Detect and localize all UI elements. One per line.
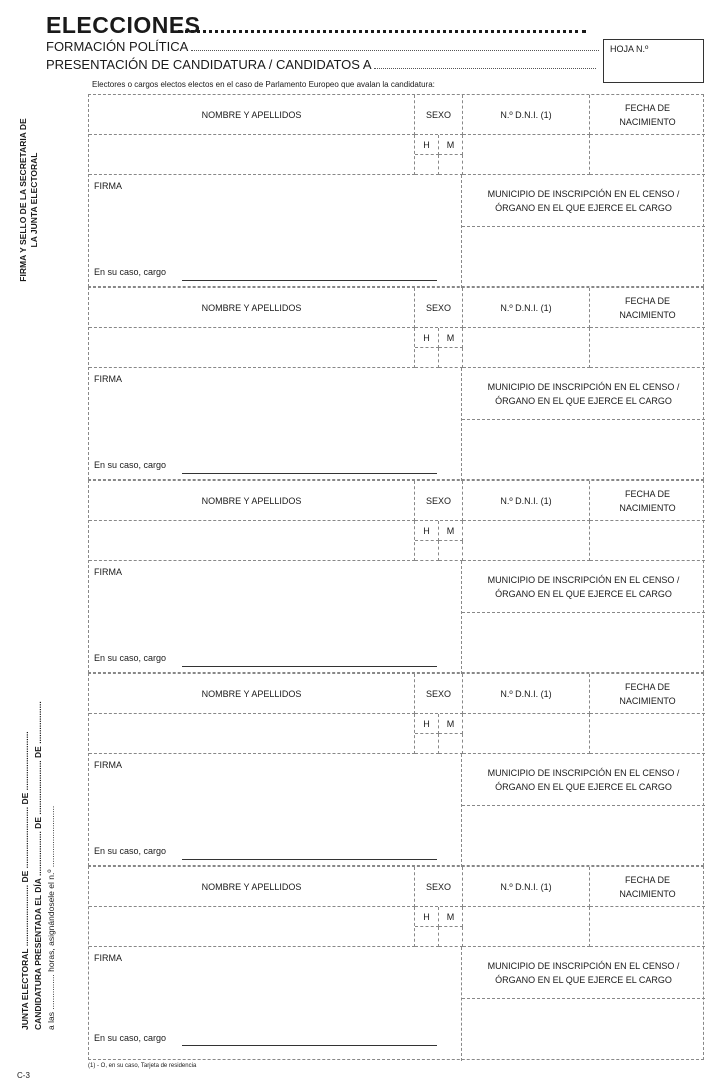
nombre-header: NOMBRE Y APELLIDOS: [89, 95, 415, 135]
sexo-m-box[interactable]: [439, 348, 463, 368]
sexo-m-box[interactable]: [439, 734, 463, 754]
presentacion-field[interactable]: [374, 68, 596, 69]
form-code: C-3: [17, 1071, 30, 1080]
sexo-m-box[interactable]: [439, 541, 463, 561]
municipio-field[interactable]: [462, 613, 705, 674]
horas-line: a las ............... horas, asignándosele el n.º ..........................: [46, 805, 56, 1030]
sexo-m-box[interactable]: [439, 155, 463, 175]
sexo-m-box[interactable]: [439, 927, 463, 947]
municipio-header: MUNICIPIO DE INSCRIPCIÓN EN EL CENSO / ÓRGANO EN EL QUE EJERCE EL CARGO: [462, 368, 705, 420]
formacion-politica-row: [46, 39, 599, 54]
nombre-field[interactable]: [89, 135, 415, 175]
municipio-header: MUNICIPIO DE INSCRIPCIÓN EN EL CENSO / ÓRGANO EN EL QUE EJERCE EL CARGO: [462, 947, 705, 999]
sexo-m-label: M: [439, 714, 463, 734]
hoja-number-box[interactable]: [603, 39, 704, 83]
dni-field[interactable]: [463, 907, 590, 947]
nombre-field[interactable]: [89, 328, 415, 368]
candidate-block: [88, 673, 704, 866]
sexo-h-box[interactable]: [415, 734, 439, 754]
cargo-label: En su caso, cargo: [94, 267, 167, 277]
fecha-nacimiento-header: FECHA DE NACIMIENTO: [590, 867, 705, 907]
cargo-label: En su caso, cargo: [94, 1033, 167, 1043]
dni-header: N.º D.N.I. (1): [463, 674, 590, 714]
sexo-header: SEXO: [415, 674, 463, 714]
nombre-header: NOMBRE Y APELLIDOS: [89, 288, 415, 328]
fecha-nacimiento-header: FECHA DE NACIMIENTO: [590, 674, 705, 714]
sexo-m-label: M: [439, 135, 463, 155]
firma-sello-line-1: FIRMA Y SELLO DE LA SECRETARIA DE: [18, 118, 28, 282]
candidate-block: [88, 866, 704, 1060]
candidate-block: [88, 287, 704, 480]
cargo-line[interactable]: [182, 1045, 437, 1046]
nombre-header: NOMBRE Y APELLIDOS: [89, 867, 415, 907]
municipio-field[interactable]: [462, 420, 705, 481]
sexo-m-label: M: [439, 328, 463, 348]
cargo-line[interactable]: [182, 666, 437, 667]
municipio-field[interactable]: [462, 999, 705, 1060]
hoja-label: HOJA N.º: [610, 44, 649, 54]
firma-area[interactable]: [89, 947, 462, 1061]
avalan-note: Electores o cargos electos electos en el caso de Parlamento Europeo que avalan la candidatura:: [92, 80, 435, 89]
sexo-header: SEXO: [415, 95, 463, 135]
footnote: (1) - O, en su caso, Tarjeta de residencia: [88, 1063, 197, 1069]
cargo-label: En su caso, cargo: [94, 846, 167, 856]
fecha-nacimiento-header: FECHA DE NACIMIENTO: [590, 95, 705, 135]
dni-header: N.º D.N.I. (1): [463, 481, 590, 521]
sexo-header: SEXO: [415, 867, 463, 907]
firma-label: FIRMA: [94, 567, 122, 577]
dni-header: N.º D.N.I. (1): [463, 288, 590, 328]
sexo-h-box[interactable]: [415, 541, 439, 561]
firma-label: FIRMA: [94, 953, 122, 963]
firma-label: FIRMA: [94, 181, 122, 191]
firma-label: FIRMA: [94, 374, 122, 384]
cargo-label: En su caso, cargo: [94, 653, 167, 663]
dni-header: N.º D.N.I. (1): [463, 867, 590, 907]
municipio-field[interactable]: [462, 227, 705, 288]
sexo-h-label: H: [415, 714, 439, 734]
candidate-block: [88, 480, 704, 673]
form-title: ELECCIONES: [46, 12, 201, 38]
title-dotted-line: [178, 30, 586, 33]
fecha-nacimiento-field[interactable]: [590, 907, 705, 947]
candidatura-presentada-line: CANDIDATURA PRESENTADA EL DÍA ................... DE ....................... DE ..................: [33, 701, 43, 1030]
dni-field[interactable]: [463, 328, 590, 368]
sexo-m-label: M: [439, 521, 463, 541]
candidate-block: [88, 94, 704, 287]
municipio-header: MUNICIPIO DE INSCRIPCIÓN EN EL CENSO / ÓRGANO EN EL QUE EJERCE EL CARGO: [462, 754, 705, 806]
cargo-label: En su caso, cargo: [94, 460, 167, 470]
nombre-field[interactable]: [89, 521, 415, 561]
nombre-header: NOMBRE Y APELLIDOS: [89, 674, 415, 714]
firma-sello-line-2: LA JUNTA ELECTORAL: [29, 152, 39, 248]
junta-registro-text: [19, 650, 58, 1030]
dni-header: N.º D.N.I. (1): [463, 95, 590, 135]
sexo-h-box[interactable]: [415, 927, 439, 947]
sexo-h-box[interactable]: [415, 348, 439, 368]
fecha-nacimiento-field[interactable]: [590, 328, 705, 368]
fecha-nacimiento-header: FECHA DE NACIMIENTO: [590, 481, 705, 521]
sexo-header: SEXO: [415, 288, 463, 328]
sexo-header: SEXO: [415, 481, 463, 521]
sexo-h-label: H: [415, 328, 439, 348]
nombre-header: NOMBRE Y APELLIDOS: [89, 481, 415, 521]
dni-field[interactable]: [463, 714, 590, 754]
formacion-politica-label: FORMACIÓN POLÍTICA: [46, 39, 188, 54]
firma-sello-text: [18, 100, 40, 300]
municipio-header: MUNICIPIO DE INSCRIPCIÓN EN EL CENSO / ÓRGANO EN EL QUE EJERCE EL CARGO: [462, 561, 705, 613]
sexo-m-label: M: [439, 907, 463, 927]
cargo-line[interactable]: [182, 280, 437, 281]
cargo-line[interactable]: [182, 859, 437, 860]
formacion-politica-field[interactable]: [191, 50, 599, 51]
nombre-field[interactable]: [89, 714, 415, 754]
presentacion-row: [46, 57, 596, 72]
nombre-field[interactable]: [89, 907, 415, 947]
presentacion-label: PRESENTACIÓN DE CANDIDATURA / CANDIDATOS A: [46, 57, 371, 72]
sexo-h-label: H: [415, 135, 439, 155]
municipio-header: MUNICIPIO DE INSCRIPCIÓN EN EL CENSO / ÓRGANO EN EL QUE EJERCE EL CARGO: [462, 175, 705, 227]
cargo-line[interactable]: [182, 473, 437, 474]
fecha-nacimiento-field[interactable]: [590, 135, 705, 175]
fecha-nacimiento-field[interactable]: [590, 521, 705, 561]
sexo-h-label: H: [415, 907, 439, 927]
municipio-field[interactable]: [462, 806, 705, 867]
dni-field[interactable]: [463, 135, 590, 175]
dni-field[interactable]: [463, 521, 590, 561]
sexo-h-label: H: [415, 521, 439, 541]
fecha-nacimiento-field[interactable]: [590, 714, 705, 754]
junta-electoral-line: JUNTA ELECTORAL .......................... DE .......................... DE .........................: [20, 731, 30, 1030]
sexo-h-box[interactable]: [415, 155, 439, 175]
fecha-nacimiento-header: FECHA DE NACIMIENTO: [590, 288, 705, 328]
firma-label: FIRMA: [94, 760, 122, 770]
